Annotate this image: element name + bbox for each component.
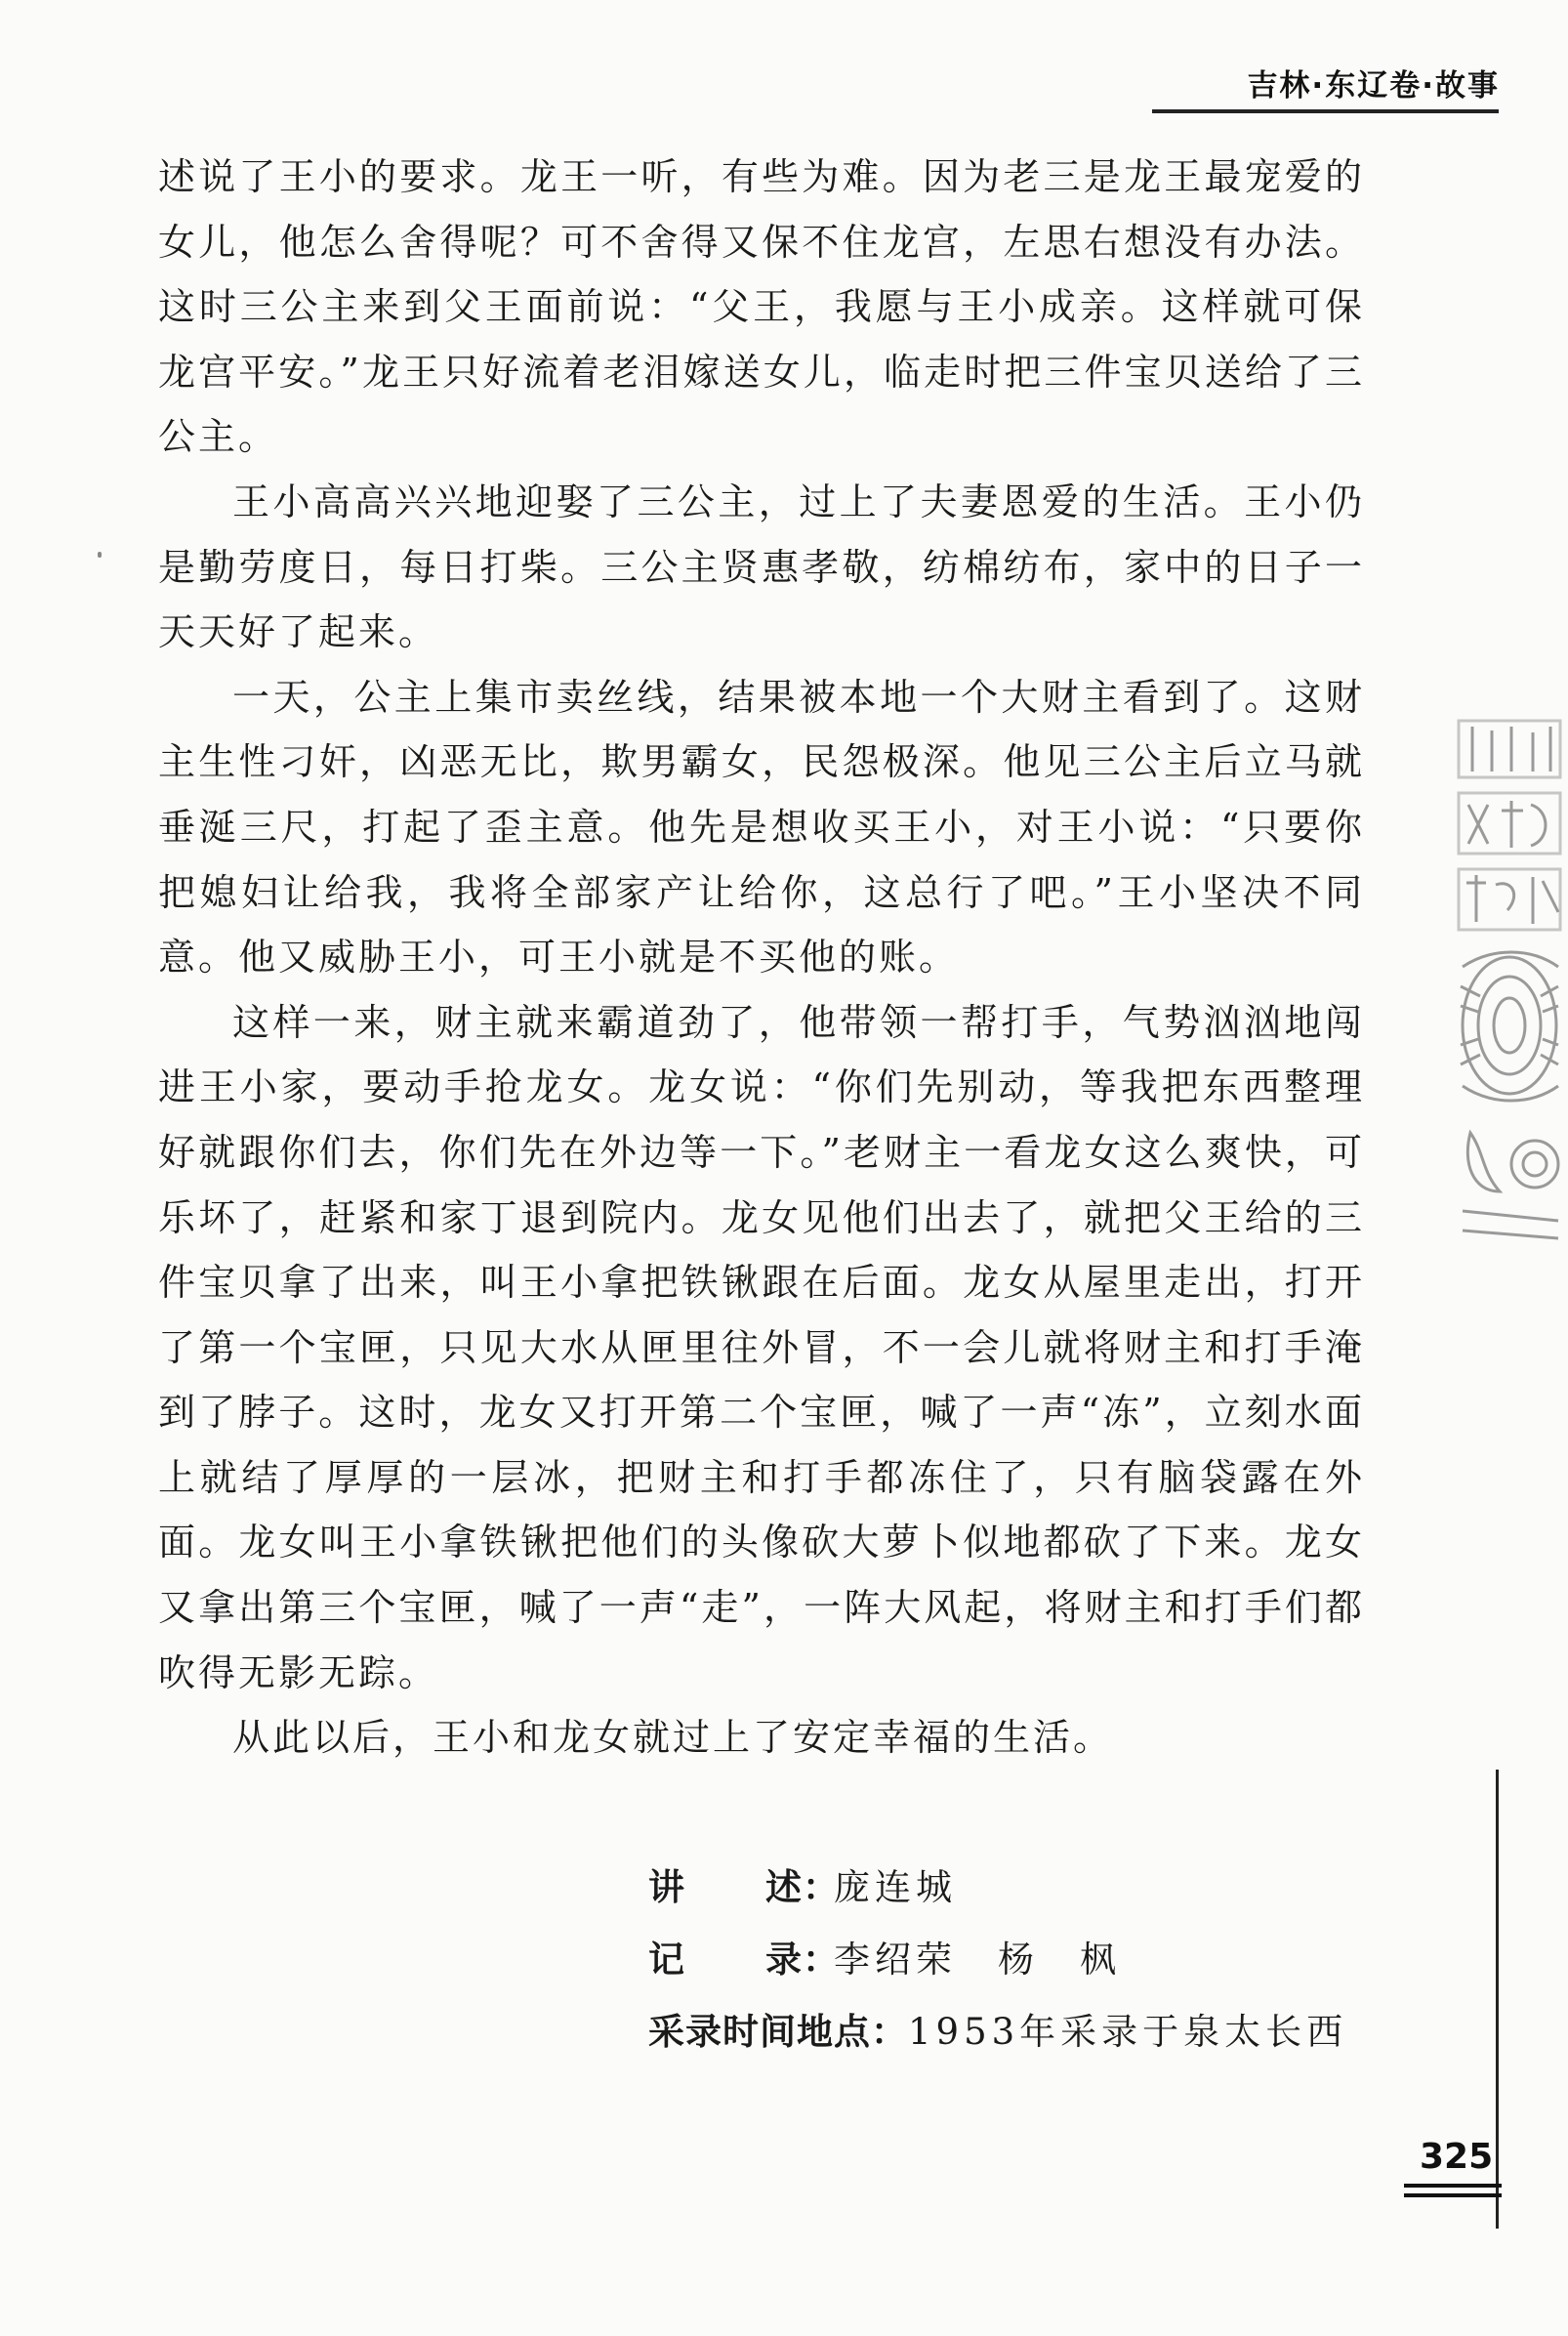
paragraph-3: 一天，公主上集市卖丝线，结果被本地一个大财主看到了。这财主生性刁奸，凶恶无比，欺男霸女，民怨极深。他见三公主后立马就垂涎三尺，打起了歪主意。他先是想收买王小，对王小说：“只要你把媳妇让给我，我将全部家产让给你，这总行了吧。”王小坚决不同意。他又威胁王小，可王小就是不买他的账。: [158, 675, 1365, 980]
speck: [98, 552, 102, 558]
credits: [648, 1852, 1347, 2068]
paragraph-5: 从此以后，王小和龙女就过上了安定幸福的生活。: [232, 1716, 1114, 1760]
credit-recorder: [648, 1924, 1347, 1996]
page-number-rules: [1404, 2184, 1502, 2203]
credit-narrator: [648, 1852, 1347, 1924]
right-rule: [1496, 1770, 1499, 2229]
page-number: 325: [1420, 2137, 1494, 2177]
paragraph-1: 述说了王小的要求。龙王一听，有些为难。因为老三是龙王最宠爱的女儿，他怎么舍得呢？可不舍得又保不住龙宫，左思右想没有办法。这时三公主来到父王面前说：“父王，我愿与王小成亲。这样就可保龙宫平安。”龙王只好流着老泪嫁送女儿，临走时把三件宝贝送给了三公主。: [158, 155, 1365, 459]
running-head: 吉林·东辽卷·故事: [1247, 68, 1500, 104]
narrator-label: 讲 述：: [648, 1866, 840, 1908]
body-text: [158, 145, 1365, 1771]
header-rule: [1152, 109, 1499, 113]
credit-time-place: [648, 1996, 1347, 2068]
narrator-value: 庞连城: [834, 1866, 957, 1908]
paragraph-4: 这样一来，财主就来霸道劲了，他带领一帮打手，气势汹汹地闯进王小家，要动手抢龙女。龙女说：“你们先别动，等我把东西整理好就跟你们去，你们先在外边等一下。”老财主一看龙女这么爽快，可乐坏了，赶紧和家丁退到院内。龙女见他们出去了，就把父王给的三件宝贝拿了出来，叫王小拿把铁锹跟在后面。龙女从屋里走出，打开了第一个宝匣，只见大水从匣里往外冒，不一会儿就将财主和打手淹到了脖子。这时，龙女又打开第二个宝匣，喊了一声“冻”，立刻水面上就结了厚厚的一层冰，把财主和打手都冻住了，只有脑袋露在外面。龙女叫王小拿铁锹把他们的头像砍大萝卜似地都砍了下来。龙女又拿出第三个宝匣，喊了一声“走”，一阵大风起，将财主和打手们都吹得无影无踪。: [158, 1000, 1365, 1694]
time-place-label: 采录时间地点：: [648, 2011, 908, 2053]
paragraph-2: 王小高高兴兴地迎娶了三公主，过上了夫妻恩爱的生活。王小仍是勤劳度日，每日打柴。三公主贤惠孝敬，纺棉纺布，家中的日子一天天好了起来。: [158, 480, 1365, 654]
recorder-value: 李绍荣 杨 枫: [834, 1939, 1121, 1981]
recorder-label: 记 录：: [648, 1939, 840, 1981]
time-place-value: 1953年采录于泉太长西: [908, 2011, 1348, 2053]
section-tab-ornament-icon: [1453, 703, 1568, 1309]
